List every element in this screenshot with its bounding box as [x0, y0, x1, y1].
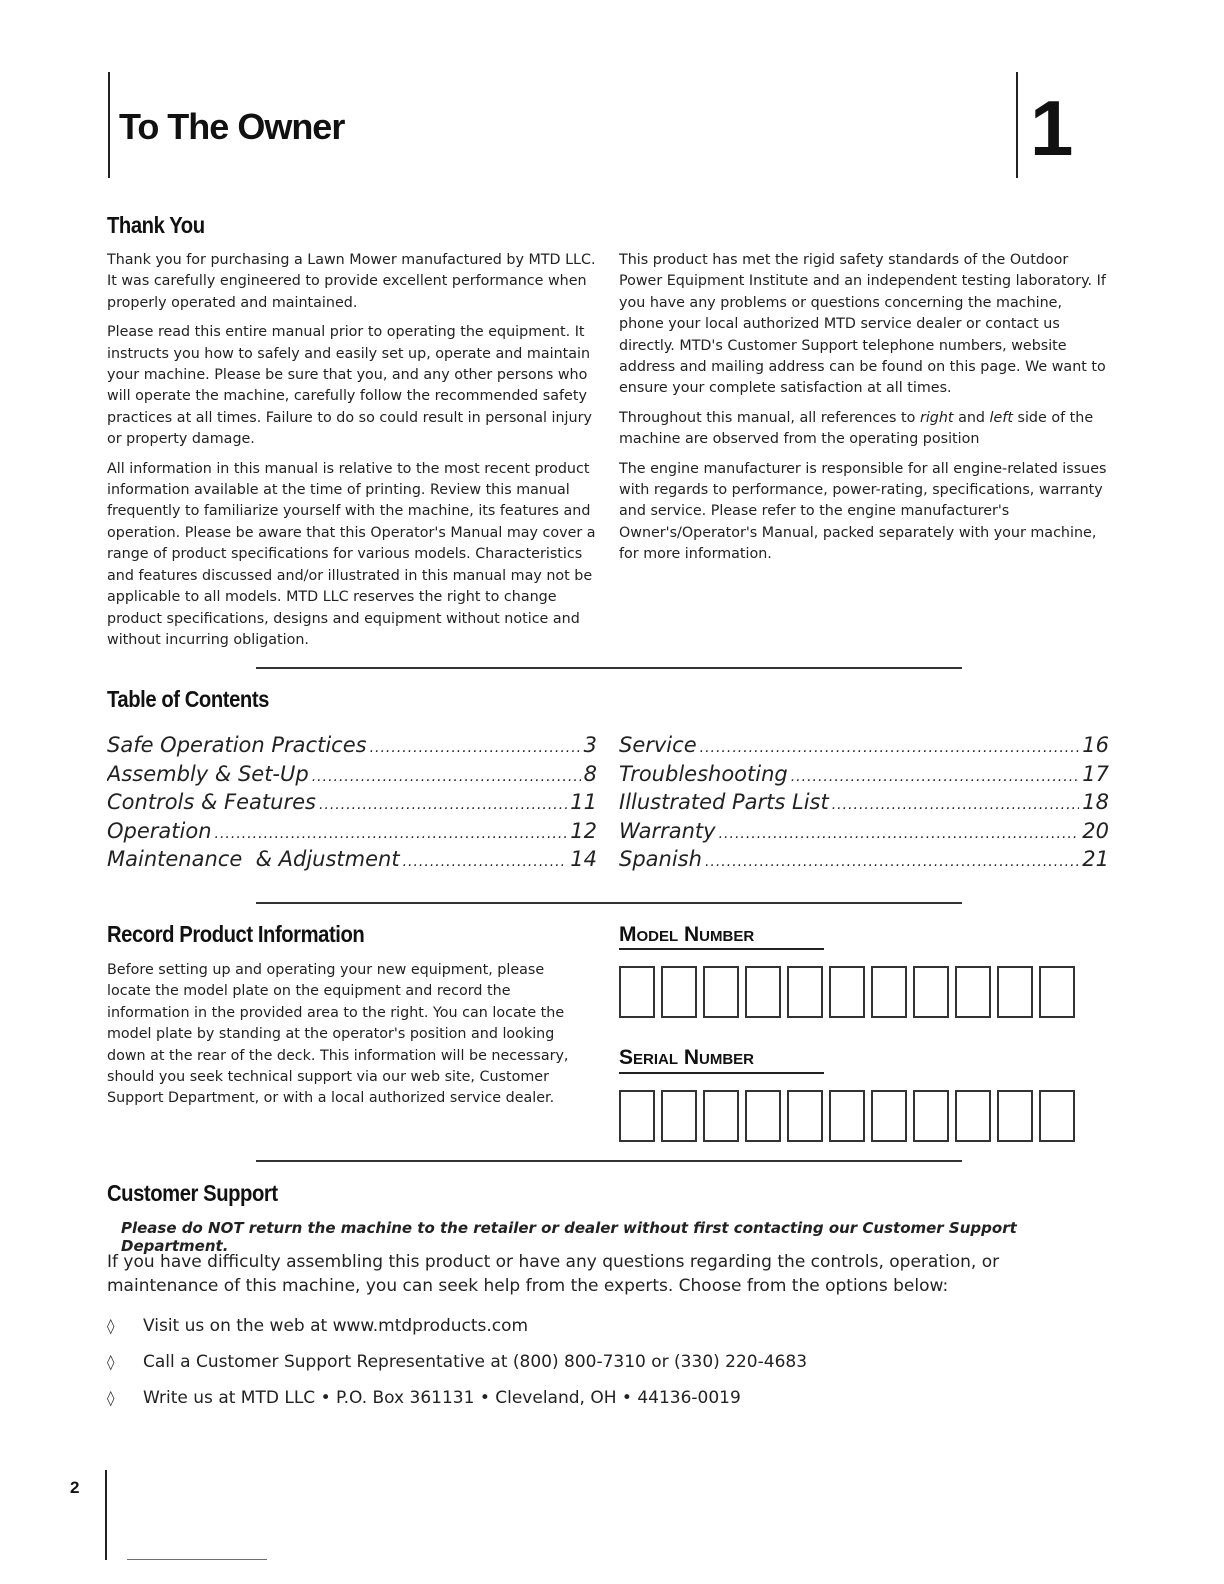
toc-right-column — [619, 733, 1109, 876]
model-number-digit-box[interactable] — [619, 966, 655, 1018]
safety-standards-paragraph: This product has met the rigid safety standards of the Outdoor Power Equipment Institute and an independent testing laboratory. If you have any problems or questions concerning the machine, phone your local authorized MTD service dealer or contact us directly. MTD's Customer Support telephone numbers, website address and mailing address can be found on this page. We want to ensure your complete satisfaction at all times. — [619, 252, 1106, 397]
diamond-bullet-icon: ◊ — [107, 1317, 115, 1335]
section-divider — [256, 1160, 962, 1162]
toc-leader-dots — [319, 797, 567, 813]
model-number-digit-box[interactable] — [997, 966, 1033, 1018]
support-intro: If you have difficulty assembling this product or have any questions regarding the controls, operation, or maintenance of this machine, you can seek help from the experts. Choose from the options below: — [107, 1252, 1000, 1296]
support-option-phone — [107, 1344, 1107, 1380]
serial-number-digit-box[interactable] — [745, 1090, 781, 1142]
support-option-text[interactable]: Visit us on the web at www.mtdproducts.com — [143, 1316, 529, 1336]
serial-number-digit-box[interactable] — [829, 1090, 865, 1142]
toc-leader-dots — [832, 797, 1080, 813]
model-number-digit-box[interactable] — [703, 966, 739, 1018]
toc-entry-page: 12 — [570, 818, 597, 843]
toc-left-column — [107, 733, 597, 876]
thank-you-paragraph-2: Please read this entire manual prior to operating the equipment. It instructs you how to safely and easily set up, operate and maintain your machine. Please be sure that you, and any other persons who will operate the machine, carefully follow the recommended safety practices at all times. Failure to do so could result in personal injury or property damage. — [107, 324, 592, 448]
model-number-digit-box[interactable] — [787, 966, 823, 1018]
serial-number-digit-box[interactable] — [871, 1090, 907, 1142]
serial-number-underline — [619, 1072, 824, 1074]
orientation-text-middle: and — [953, 409, 990, 426]
model-number-digit-box[interactable] — [871, 966, 907, 1018]
toc-entry-page: 8 — [583, 761, 597, 786]
toc-entry[interactable] — [107, 847, 597, 876]
support-option-text: Call a Customer Support Representative at (800) 800-7310 or (330) 220-4683 — [143, 1352, 808, 1372]
serial-number-digit-box[interactable] — [661, 1090, 697, 1142]
section-divider — [256, 667, 962, 669]
return-warning: Please do NOT return the machine to the retailer or dealer without first contacting our Customer Support Department. — [121, 1219, 1017, 1255]
model-number-digit-box[interactable] — [955, 966, 991, 1018]
serial-number-digit-box[interactable] — [1039, 1090, 1075, 1142]
toc-entry-page: 20 — [1082, 818, 1109, 843]
record-info-text: Before setting up and operating your new equipment, please locate the model plate on the equipment and record the information in the provided area to the right. You can locate the model plate by standing at the operator's position and looking down at the rear of the deck. This information will be necessary, should you seek technical support via our web site, Customer Support Department, or with a local authorized service dealer. — [107, 962, 569, 1107]
support-options-list — [107, 1308, 1107, 1416]
chapter-number: 1 — [1030, 84, 1074, 172]
toc-heading: Table of Contents — [107, 686, 269, 712]
toc-entry-title: Controls & Features — [107, 790, 316, 814]
thank-you-left-column — [107, 250, 599, 659]
model-number-digit-box[interactable] — [661, 966, 697, 1018]
toc-entry-title: Safe Operation Practices — [107, 733, 367, 757]
orientation-left-word: left — [989, 409, 1013, 426]
serial-number-boxes[interactable] — [619, 1090, 1075, 1142]
toc-entry-title: Operation — [107, 818, 212, 843]
toc-entry[interactable] — [107, 790, 597, 819]
chapter-title: To The Owner — [119, 106, 345, 147]
model-number-digit-box[interactable] — [1039, 966, 1075, 1018]
toc-entry[interactable] — [619, 733, 1109, 762]
toc-entry[interactable] — [619, 819, 1109, 848]
toc-entry-title: Illustrated Parts List — [619, 790, 829, 814]
model-number-digit-box[interactable] — [745, 966, 781, 1018]
page-number: 2 — [70, 1478, 80, 1497]
section-divider — [256, 902, 962, 904]
thank-you-paragraph-1: Thank you for purchasing a Lawn Mower manufactured by MTD LLC. It was carefully engineered to provide excellent performance when properly operated and maintained. — [107, 252, 596, 311]
serial-number-digit-box[interactable] — [619, 1090, 655, 1142]
serial-number-digit-box[interactable] — [955, 1090, 991, 1142]
toc-entry[interactable] — [107, 733, 597, 762]
support-option-text: Write us at MTD LLC • P.O. Box 361131 • Cleveland, OH • 44136-0019 — [143, 1388, 741, 1408]
toc-leader-dots — [370, 740, 581, 756]
serial-number-digit-box[interactable] — [703, 1090, 739, 1142]
toc-entry-title: Spanish — [619, 847, 702, 871]
toc-leader-dots — [312, 769, 581, 785]
model-number-boxes[interactable] — [619, 966, 1075, 1018]
toc-entry-page: 14 — [570, 847, 597, 871]
diamond-bullet-icon: ◊ — [107, 1389, 115, 1407]
diamond-bullet-icon: ◊ — [107, 1353, 115, 1371]
footer-bar — [105, 1470, 107, 1560]
title-left-bar — [108, 72, 110, 178]
toc-entry-page: 11 — [570, 790, 597, 814]
toc-leader-dots — [719, 826, 1080, 842]
serial-number-label: Serial Number — [619, 1046, 755, 1069]
orientation-right-word: right — [919, 409, 954, 426]
toc-leader-dots — [705, 854, 1079, 870]
orientation-paragraph — [619, 408, 1111, 451]
model-number-digit-box[interactable] — [829, 966, 865, 1018]
toc-leader-dots — [215, 826, 568, 842]
chapter-number-bar — [1016, 72, 1018, 178]
model-number-label: Model Number — [619, 923, 755, 946]
serial-number-digit-box[interactable] — [787, 1090, 823, 1142]
toc-entry-page: 16 — [1082, 733, 1109, 757]
support-option-web — [107, 1308, 1107, 1344]
support-option-mail — [107, 1380, 1107, 1416]
toc-leader-dots — [791, 769, 1080, 785]
toc-entry-title: Maintenance & Adjustment — [107, 847, 400, 871]
toc-entry[interactable] — [619, 790, 1109, 819]
toc-leader-dots — [700, 740, 1080, 756]
orientation-text-before: Throughout this manual, all references to — [619, 409, 920, 426]
toc-entry-page: 3 — [583, 733, 597, 757]
customer-support-heading: Customer Support — [107, 1180, 278, 1206]
toc-leader-dots — [403, 854, 568, 870]
toc-entry[interactable] — [107, 762, 597, 791]
toc-entry[interactable] — [619, 762, 1109, 791]
footer-link-line — [127, 1559, 267, 1560]
serial-number-digit-box[interactable] — [913, 1090, 949, 1142]
toc-entry-page: 18 — [1082, 790, 1109, 814]
orientation-text-after: side of the machine are observed from the operating position — [619, 409, 1094, 448]
toc-entry-title: Troubleshooting — [619, 761, 788, 786]
model-number-underline — [619, 948, 824, 950]
toc-entry-title: Assembly & Set-Up — [107, 761, 309, 786]
serial-number-digit-box[interactable] — [997, 1090, 1033, 1142]
thank-you-paragraph-3: All information in this manual is relative to the most recent product information available at the time of printing. Review this manual frequently to familiarize yourself with the machine, its features and operation. Please be aware that this Operator's Manual may cover a range of product specifications for various models. Characteristics and features discussed and/or illustrated in this manual may not be applicable to all models. MTD LLC reserves the right to change product specifications, designs and equipment without notice and without incurring obligation. — [107, 460, 596, 648]
thank-you-right-column — [619, 250, 1111, 574]
toc-entry-page: 21 — [1082, 847, 1109, 871]
record-info-heading: Record Product Information — [107, 921, 365, 947]
engine-manufacturer-paragraph: The engine manufacturer is responsible for all engine-related issues with regards to performance, power-rating, specifications, warranty and service. Please refer to the engine manufacturer's Owner's/Operator's Manual, packed separately with your machine, for more information. — [619, 460, 1107, 563]
toc-entry-title: Service — [619, 733, 697, 757]
toc-entry-title: Warranty — [619, 818, 716, 843]
toc-entry-page: 17 — [1082, 761, 1109, 786]
toc-entry[interactable] — [107, 819, 597, 848]
toc-entry[interactable] — [619, 847, 1109, 876]
thank-you-heading: Thank You — [107, 212, 205, 238]
model-number-digit-box[interactable] — [913, 966, 949, 1018]
